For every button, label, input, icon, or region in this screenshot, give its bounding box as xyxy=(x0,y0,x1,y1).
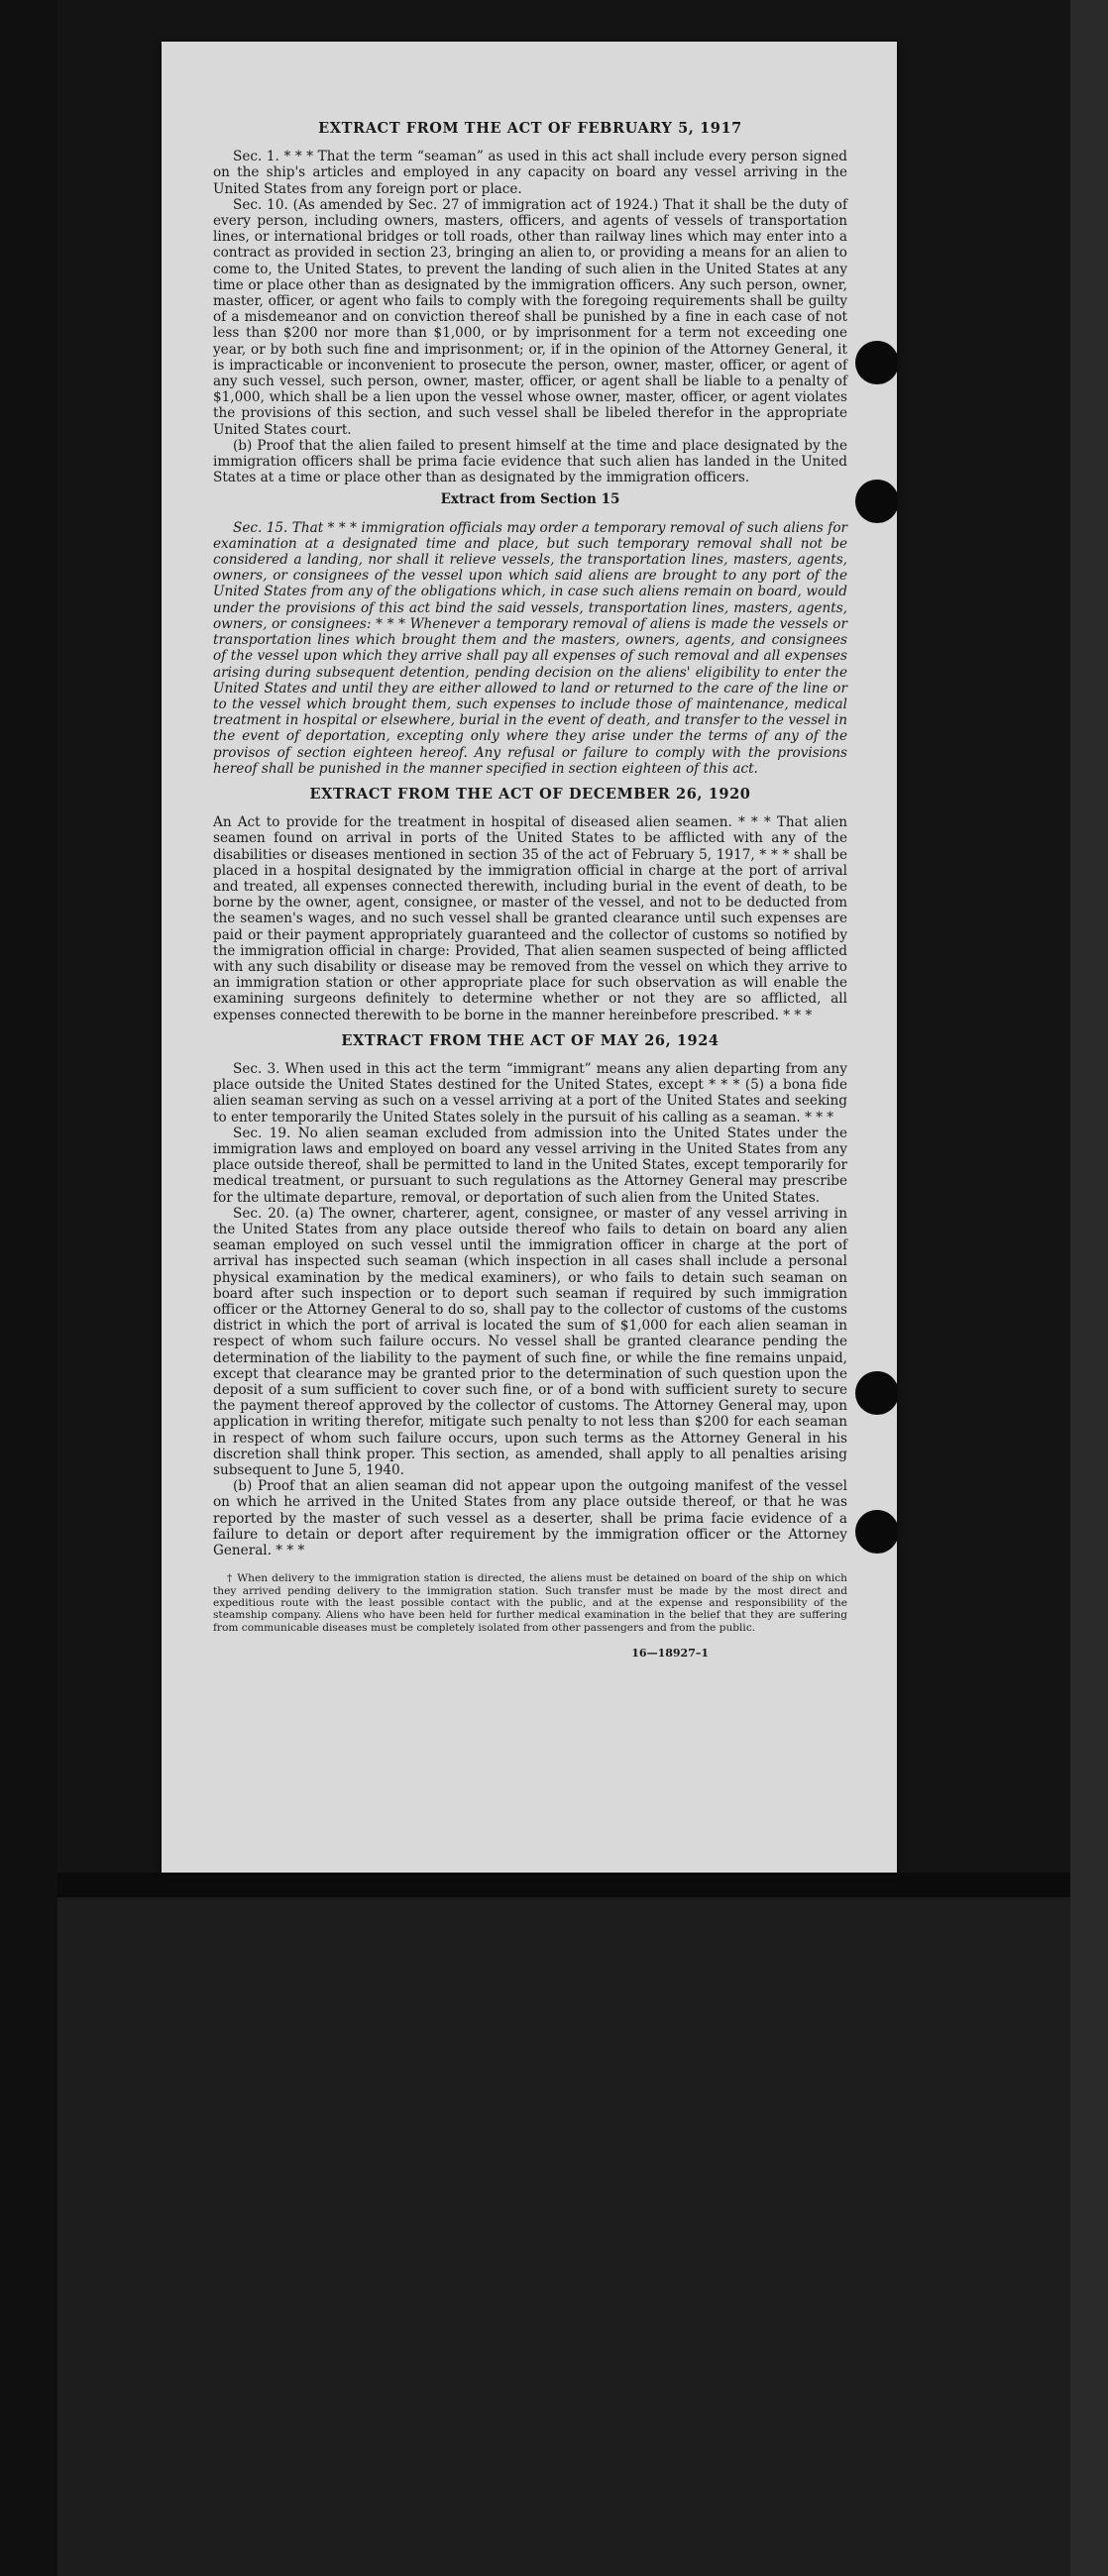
microfilm-blank-frame xyxy=(0,1897,1108,2576)
paragraph-sec-3: Sec. 3. When used in this act the term “immigrant” means any alien departing from any place outside the United States destined for the United States, except * * * (5) a bona fide alien seaman serving as such on a vessel arriving at a port of the United States and seeking to enter temporarily the United States solely in the pursuit of his calling as a seaman. * * * xyxy=(213,1060,847,1126)
punch-hole xyxy=(855,341,897,384)
paragraph-sec-15: Sec. 15. That * * * immigration officials may order a temporary removal of such aliens for examination at a designated time and place, but such temporary removal shall not be considered a landing, nor shall it relieve vessels, the transportation lines, masters, agents, owners, or consignees of the vessel upon which said aliens are brought to any port of the United States from any of the obligations which, in case such aliens remain on board, would under the provisions of this act bind the said vessels, transportation lines, masters, agents, owners, or consignees: * * * Whenever a temporary removal of aliens is made the vessels or transportation lines which brought them and the masters, owners, agents, and consignees of the vessel upon which they arrive shall pay all expenses of such removal and all expenses arising during subsequent detention, pending decision on the aliens' eligibility to enter the United States and until they are either allowed to land or returned to the care of the line or to the vessel which brought them, such expenses to include those of maintenance, medical treatment in hospital or elsewhere, burial in the event of death, and transfer to the vessel in the event of deportation, excepting only where they arise under the terms of any of the provisos of section eighteen hereof. Any refusal or failure to comply with the provisions hereof shall be punished in the manner specified in section eighteen of this act. xyxy=(213,519,847,777)
film-edge-right xyxy=(1070,0,1108,2576)
paragraph-sec-10-b: (b) Proof that the alien failed to present himself at the time and place designated by the immigration officers shall be prima facie evidence that such alien has landed in the United States at a time or place other than as designated by the immigration officers. xyxy=(213,437,847,486)
punch-hole xyxy=(855,1510,897,1554)
paragraph-sec-1: Sec. 1. * * * That the term “seaman” as used in this act shall include every person signed on the ship's articles and employed in any capacity on board any vessel arriving in the United States from any foreign port or place. xyxy=(213,149,847,197)
document-page xyxy=(162,42,897,1873)
section-heading: EXTRACT FROM THE ACT OF FEBRUARY 5, 1917 xyxy=(318,120,742,137)
section-subheading: Extract from Section 15 xyxy=(440,491,620,508)
section-heading: EXTRACT FROM THE ACT OF MAY 26, 1924 xyxy=(341,1031,720,1049)
paragraph-sec-10: Sec. 10. (As amended by Sec. 27 of immigration act of 1924.) That it shall be the duty of every person, including owners, masters, officers, and agents of vessels of transportation lines, or international bridges or toll roads, other than railway lines which may enter into a contract as provided in section 23, bringing an alien to, or providing a means for an alien to come to, the United States, to prevent the landing of such alien in the United States at any time or place other than as designated by the immigration officers. Any such person, owner, master, officer, or agent who fails to comply with the foregoing requirements shall be guilty of a misdemeanor and on conviction thereof shall be punished by a fine in each case of not less than $200 nor more than $1,000, or by imprisonment for a term not exceeding one year, or by both such fine and imprisonment; or, if in the opinion of the Attorney General, it is impracticable or inconvenient to prosecute the person, owner, master, officer, or agent of any such vessel, such person, owner, master, officer, or agent shall be liable to a penalty of $1,000, which shall be a lien upon the vessel whose owner, master, officer, or agent violates the provisions of this section, and such vessel shall be libeled therefor in the appropriate United States court. xyxy=(213,196,847,438)
paragraph-sec-20-a: Sec. 20. (a) The owner, charterer, agent, consignee, or master of any vessel arriving in the United States from any place outside thereof who fails to detain on board any alien seaman employed on such vessel until the immigration officer in charge at the port of arrival has inspected such seaman (which inspection in all cases shall include a personal physical examination by the medical examiners), or who fails to detain such seaman on board after such inspection or to deport such seaman if required by such immigration officer or the Attorney General to do so, shall pay to the collector of customs of the customs district in which the port of arrival is located the sum of $1,000 for each alien seaman in respect of whom such failure occurs. No vessel shall be granted clearance pending the determination of the liability to the payment of such fine, or while the fine remains unpaid, except that clearance may be granted prior to the determination of such question upon the deposit of a sum sufficient to cover such fine, or of a bond with sufficient surety to secure the payment thereof approved by the collector of customs. The Attorney General may, upon application in writing therefor, mitigate such penalty to not less than $200 for each seaman in respect of whom such failure occurs, upon such terms as the Attorney General in his discretion shall think proper. This section, as amended, shall apply to all penalties arising subsequent to June 5, 1940. xyxy=(213,1205,847,1479)
paragraph-sec-20-b: (b) Proof that an alien seaman did not appear upon the outgoing manifest of the vessel on which he arrived in the United States from any place outside thereof, or that he was reported by the master of such vessel as a deserter, shall be prima facie evidence of a failure to detain or deport after requirement by the immigration officer or the Attorney General. * * * xyxy=(213,1478,847,1559)
section-heading: EXTRACT FROM THE ACT OF DECEMBER 26, 1920 xyxy=(309,785,751,803)
punch-hole xyxy=(855,480,897,523)
footnote: † When delivery to the immigration station is directed, the aliens must be detained on board of the ship on which they arrived pending delivery to the immigration station. Such transfer must be made by the most direct and expeditious route with the least possible contact with the public, and at the expense and responsibility of the steamship company. Aliens who have been held for further medical examination in the belief that they are suffering from communicable diseases must be completely isolated from other passengers and from the public. xyxy=(213,1572,847,1634)
paragraph-sec-19: Sec. 19. No alien seaman excluded from admission into the United States under the immigration laws and employed on board any vessel arriving in the United States from any place outside thereof, shall be permitted to land in the United States, except temporarily for medical treatment, or pursuant to such regulations as the Attorney General may prescribe for the ultimate departure, removal, or deportation of such alien from the United States. xyxy=(213,1125,847,1206)
punch-hole xyxy=(855,1371,897,1415)
film-edge-left xyxy=(0,0,57,2576)
form-number: 16—18927–1 xyxy=(631,1647,709,1661)
document-content xyxy=(213,121,847,1663)
paragraph-act-1920: An Act to provide for the treatment in hospital of diseased alien seamen. * * * That alien seamen found on arrival in ports of the United States to be afflicted with any of the disabilities or diseases mentioned in section 35 of the act of February 5, 1917, * * * shall be placed in a hospital designated by the immigration official in charge at the port of arrival and treated, all expenses connected therewith, including burial in the event of death, to be borne by the owner, agent, consignee, or master of the vessel, and not to be deducted from the seamen's wages, and no such vessel shall be granted clearance until such expenses are paid or their payment appropriately guaranteed and the collector of customs so notified by the immigration official in charge: Provided, That alien seamen suspected of being afflicted with any such disability or disease may be removed from the vessel on which they arrive to an immigration station or other appropriate place for such observation as will enable the examining surgeons definitely to determine whether or not they are so afflicted, all expenses connected therewith to be borne in the manner hereinbefore prescribed. * * * xyxy=(213,814,847,1023)
